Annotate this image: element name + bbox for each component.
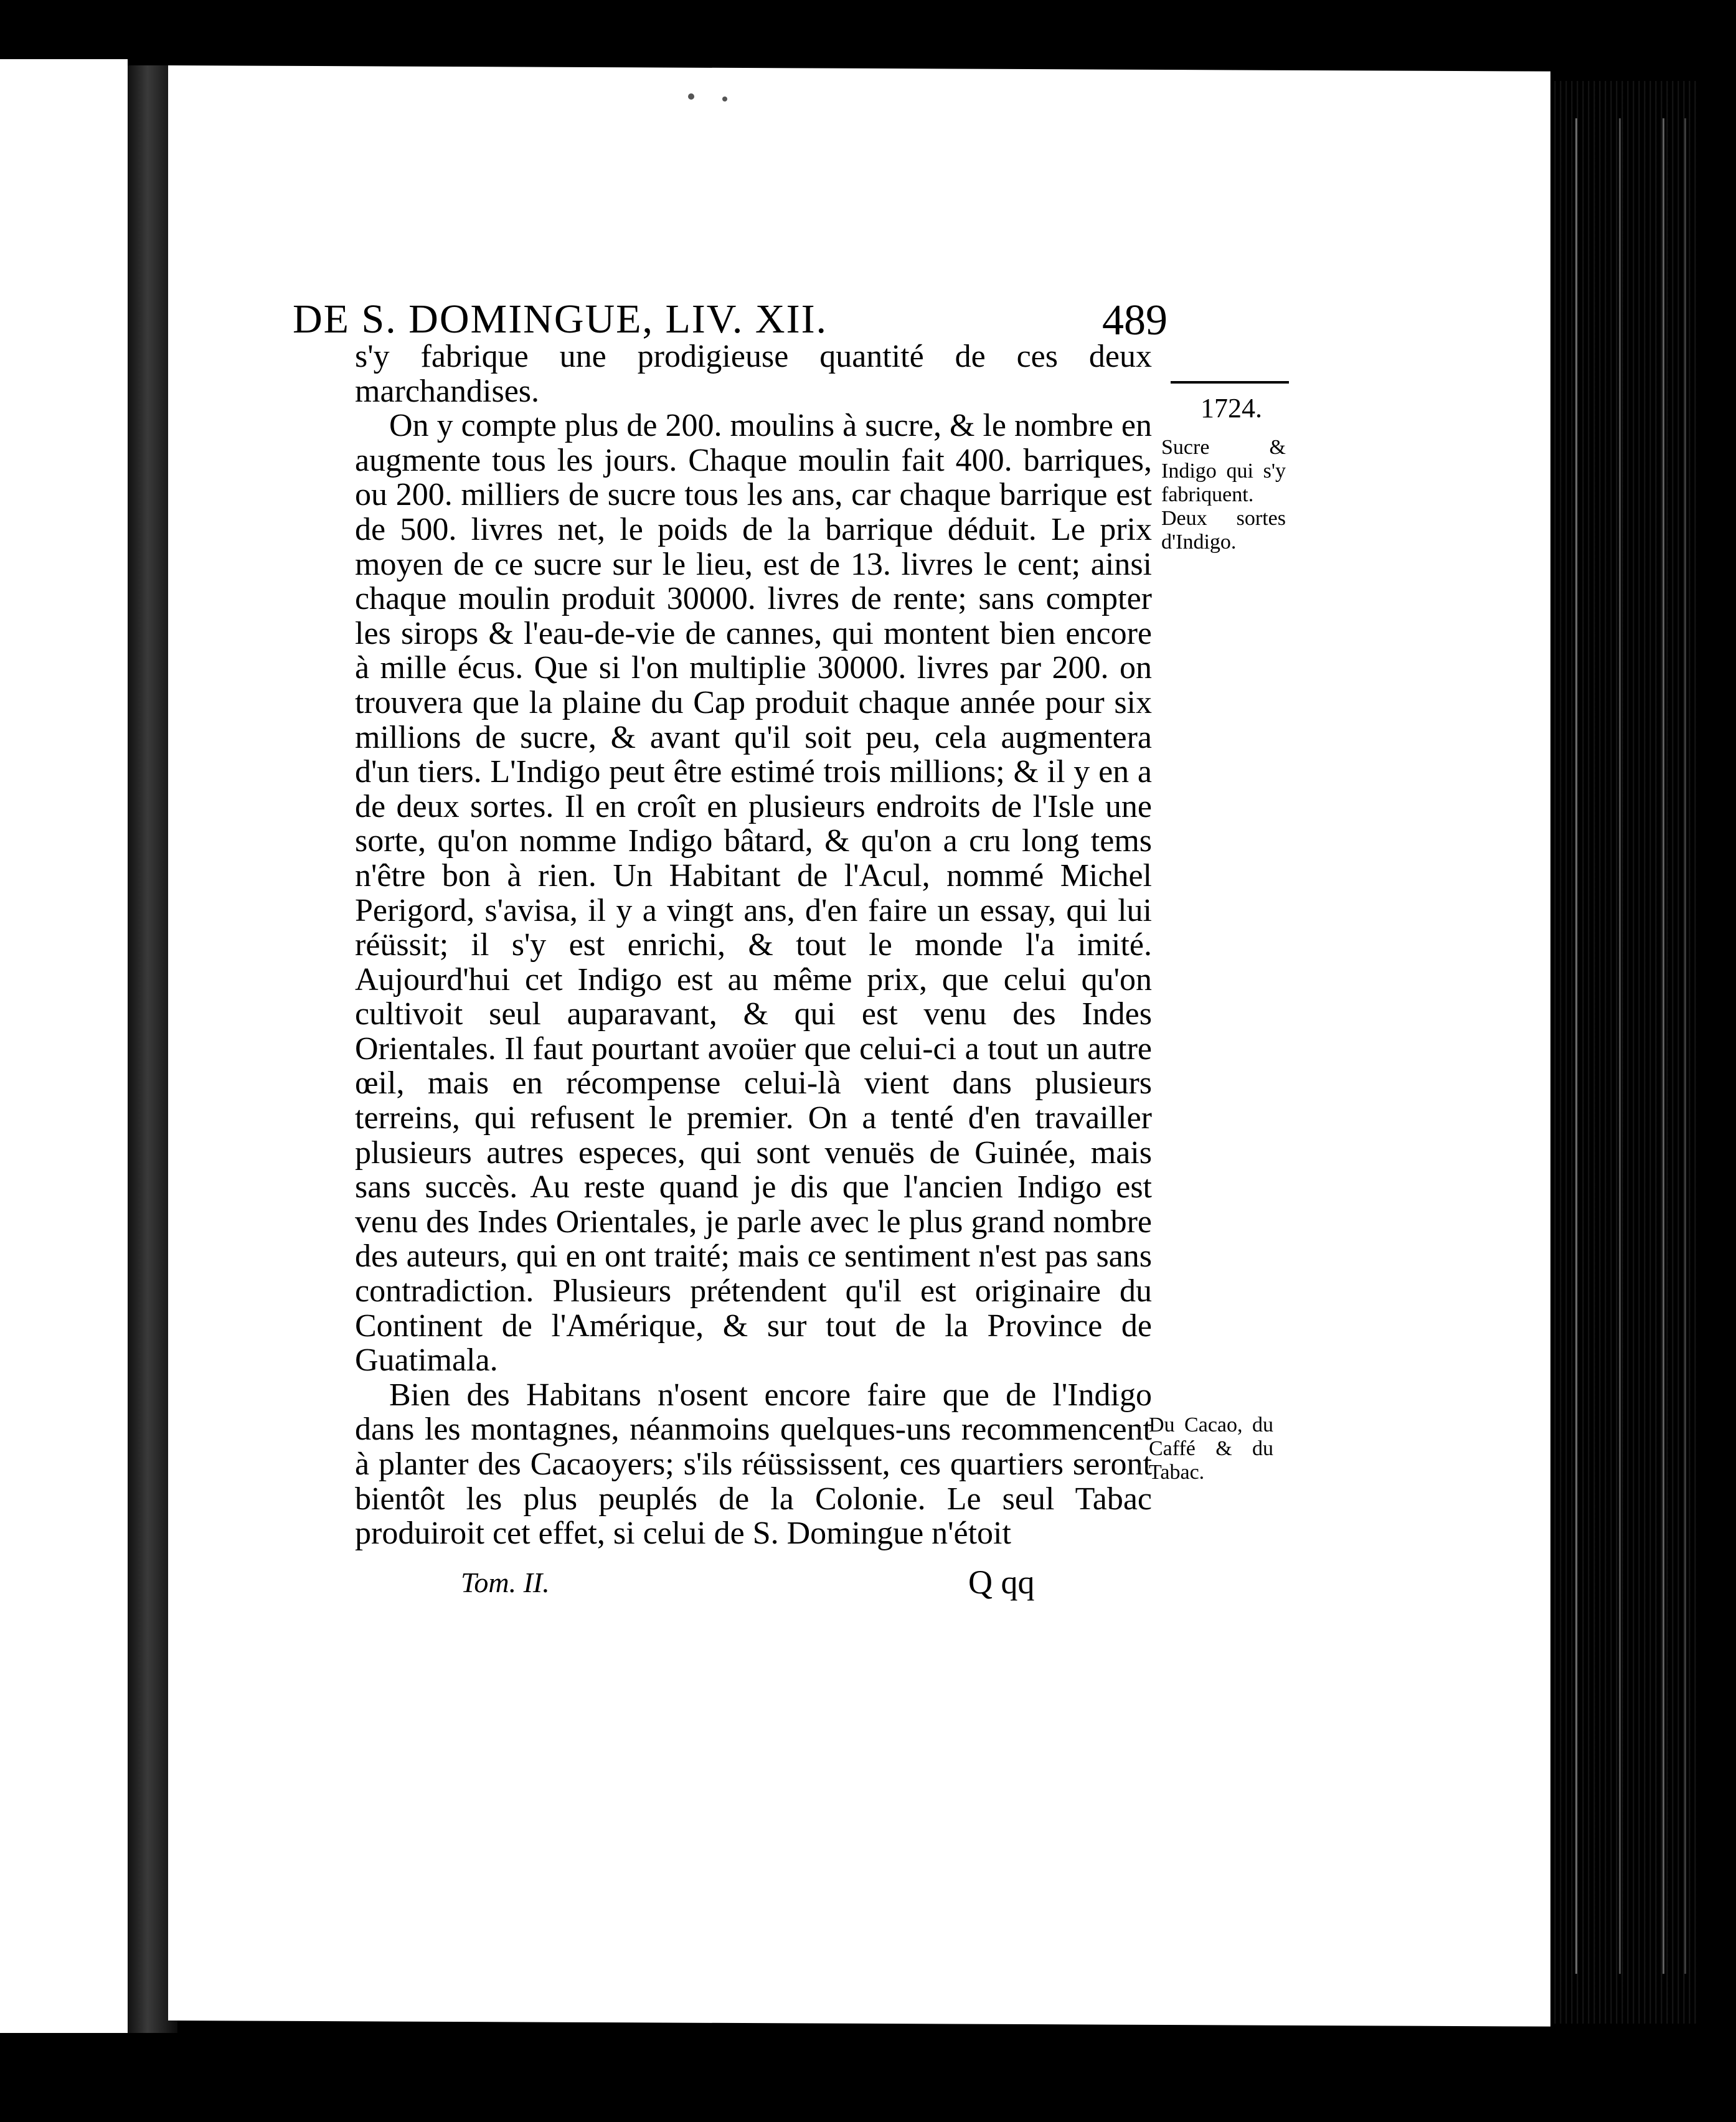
paragraph: On y compte plus de 200. moulins à sucre, & le nombre en augmente tous les jours. Chaque moulin fait 400. barriques, ou 200. milliers de sucre tous les ans, car chaque barrique est de 500. livres net, le poids de la barrique déduit. Le prix moyen de ce sucre sur le lieu, est de 13. livres le cent; ainsi chaque moulin produit 30000. livres de rente; sans compter les sirops & l'eau-de-vie de cannes, qui montent bien encore à mille écus. Que si l'on multiplie 30000. livres par 200. on trouvera que la plaine du Cap produit chaque année pour six millions de sucre, & avant qu'il soit peu, cela augmentera d'un tiers. L'Indigo peut être estimé trois millions; & il y en a de deux sortes. Il en croît en plusieurs endroits de l'Isle une sorte, qu'on nomme Indigo bâtard, & qu'on a cru long tems n'être bon à rien. Un Habitant de l'Acul, nommé Michel Perigord, s'avisa, il y a vingt ans, d'en faire un essay, qui lui réüssit; il s'y est enrichi, & tout le monde l'a imité. Aujourd'hui cet Indigo est au même prix, que celui qu'on cultivoit seul auparavant, & qui est venu des Indes Orientales. Il faut pourtant avoüer que celui-ci a tout un autre œil, mais en récompense celui-là vient dans plusieurs terreins, qui refusent le premier. On a tenté d'en travailler plusieurs autres especes, qui sont venuës de Guinée, mais sans succès. Au reste quand je dis que l'ancien Indigo est venu des Indes Orientales, je parle avec le plus grand nombre des auteurs, qui en ont traité; mais ce sentiment n'est pas sans contradiction. Plusieurs prétendent qu'il est originaire du Continent de l'Amérique, & sur tout de la Province de Guatimala. [355, 408, 1152, 1379]
paper-speck [688, 93, 694, 100]
margin-year: 1724. [1201, 393, 1262, 423]
margin-note: Sucre & Indigo qui s'y fabriquent. Deux sortes d'Indigo. [1161, 436, 1286, 554]
running-title: DE S. DOMINGUE, LIV. XII. [293, 296, 828, 342]
page-number: 489 [1102, 296, 1168, 344]
margin-note: Du Cacao, du Caffé & du Tabac. [1149, 1413, 1273, 1484]
facing-page-edge [0, 59, 128, 2033]
paragraph: s'y fabrique une prodigieuse quantité de ces deux marchandises. [355, 339, 1152, 409]
main-text [355, 339, 1152, 1551]
margin-rule [1171, 381, 1289, 384]
page-block-edge [1550, 81, 1700, 2024]
paragraph: Bien des Habitans n'osent encore faire que de l'Indigo dans les montagnes, néanmoins quelques-uns recommencent à planter des Cacaoyers; s'ils réüssissent, ces quartiers seront bientôt les plus peuplés de la Colonie. Le seul Tabac produiroit cet effet, si celui de S. Domingue n'étoit [355, 1377, 1152, 1552]
paper-speck [722, 97, 727, 101]
gathering-signature: Q qq [968, 1563, 1035, 1601]
volume-signature: Tom. II. [461, 1567, 550, 1598]
